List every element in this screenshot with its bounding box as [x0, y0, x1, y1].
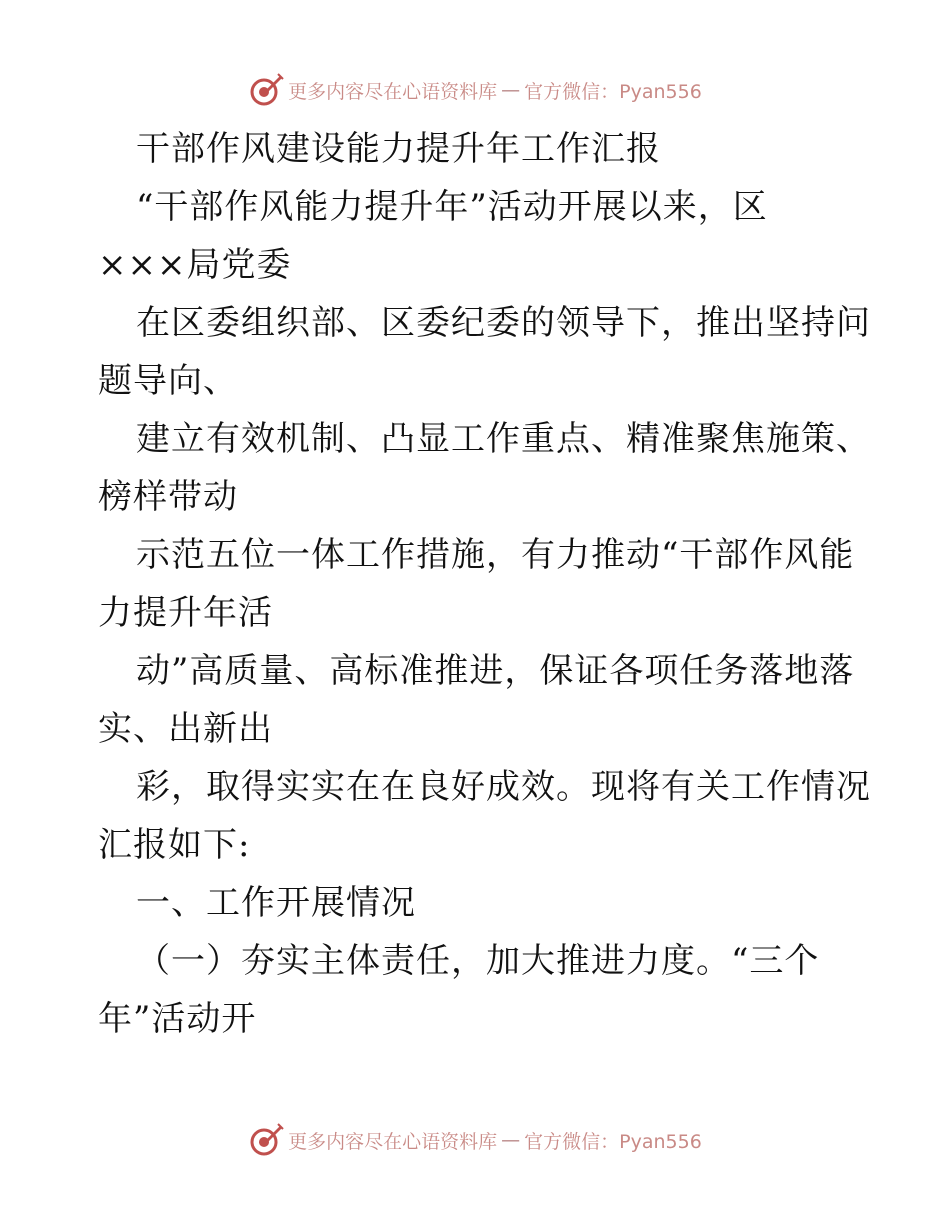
- header-banner: [0, 70, 950, 110]
- document-title: 干部作风建设能力提升年工作汇报: [136, 129, 661, 169]
- text-line: 榜样带动: [98, 477, 238, 517]
- document-body: [98, 120, 871, 1048]
- text-line: 题导向、: [98, 361, 238, 401]
- text-line: （一）夯实主体责任，加大推进力度。“三个: [136, 941, 820, 981]
- text-line: 示范五位一体工作措施，有力推动“干部作风能: [136, 535, 855, 575]
- banner-title: 更多内容尽在心语资料库: [288, 1130, 498, 1153]
- text-line: 建立有效机制、凸显工作重点、精准聚焦施策、: [136, 419, 871, 459]
- banner-wechat: 官方微信：Pyan556: [524, 1130, 702, 1153]
- pen-logo-icon: [248, 1122, 284, 1158]
- footer-banner: [0, 1120, 950, 1160]
- banner-content: [248, 1122, 702, 1158]
- banner-separator: —: [501, 1129, 521, 1151]
- text-line: 年”活动开: [98, 999, 257, 1039]
- text-line: 在区委组织部、区委纪委的领导下，推出坚持问: [136, 303, 871, 343]
- banner-wechat: 官方微信：Pyan556: [524, 80, 702, 103]
- text-line: 实、出新出: [98, 709, 273, 749]
- text-line: 彩，取得实实在在良好成效。现将有关工作情况: [136, 767, 871, 807]
- banner-separator: —: [501, 79, 521, 101]
- text-line: 力提升年活: [98, 593, 273, 633]
- text-line: 一、工作开展情况: [136, 883, 416, 923]
- pen-logo-icon: [248, 72, 284, 108]
- banner-title: 更多内容尽在心语资料库: [288, 80, 498, 103]
- text-line: “干部作风能力提升年”活动开展以来，区: [136, 187, 768, 227]
- text-line: 动”高质量、高标准推进，保证各项任务落地落: [136, 651, 855, 691]
- text-line: 汇报如下:: [98, 825, 251, 865]
- banner-content: [248, 72, 702, 108]
- text-line: ×××局党委: [98, 245, 292, 285]
